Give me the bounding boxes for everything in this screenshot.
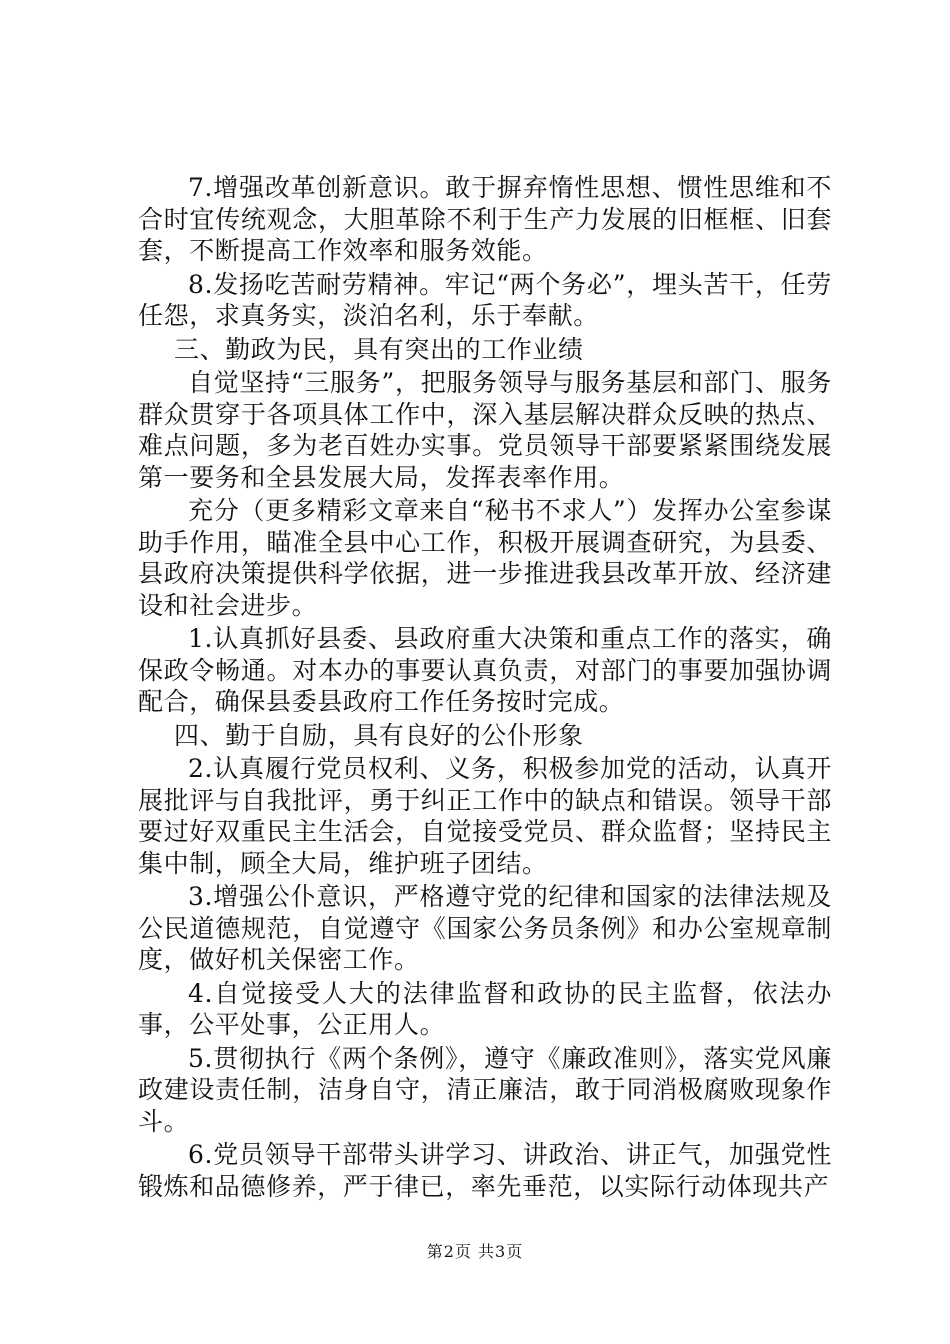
paragraph-item-1: 1.认真抓好县委、县政府重大决策和重点工作的落实，确保政令畅通。对本办的事要认真负责，对部门的事要加强协调配合，确保县委县政府工作任务按时完成。 <box>138 624 832 716</box>
paragraph-office-role: 充分（更多精彩文章来自“秘书不求人”）发挥办公室参谋助手作用，瞄准全县中心工作，积极开展调查研究，为县委、县政府决策提供科学依据，进一步推进我县改革开放、经济建设和社会进步。 <box>138 496 832 620</box>
paragraph-item-8: 8.发扬吃苦耐劳精神。牢记“两个务必”，埋头苦干，任劳任怨，求真务实，淡泊名利，乐于奉献。 <box>138 269 832 330</box>
section-heading-three: 三、勤政为民，具有突出的工作业绩 <box>174 334 584 364</box>
paragraph-item-2: 2.认真履行党员权利、义务，积极参加党的活动，认真开展批评与自我批评，勇于纠正工作中的缺点和错误。领导干部要过好双重民主生活会，自觉接受党员、群众监督；坚持民主集中制，顾全大局，维护班子团结。 <box>138 754 832 878</box>
paragraph-item-4: 4.自觉接受人大的法律监督和政协的民主监督，依法办事，公平处事，公正用人。 <box>138 978 832 1039</box>
section-heading-four: 四、勤于自励，具有良好的公仆形象 <box>174 720 584 750</box>
document-body <box>138 172 832 1204</box>
paragraph-three-services: 自觉坚持“三服务”，把服务领导与服务基层和部门、服务群众贯穿于各项具体工作中，深入基层解决群众反映的热点、难点问题，多为老百姓办实事。党员领导干部要紧紧围绕发展第一要务和全县发展大局，发挥表率作用。 <box>138 368 832 492</box>
paragraph-item-5: 5.贯彻执行《两个条例》，遵守《廉政准则》，落实党风廉政建设责任制，洁身自守，清正廉洁，敢于同消极腐败现象作斗。 <box>138 1043 832 1136</box>
paragraph-item-7: 7.增强改革创新意识。敢于摒弃惰性思想、惯性思维和不合时宜传统观念，大胆革除不利于生产力发展的旧框框、旧套套，不断提高工作效率和服务效能。 <box>138 173 832 265</box>
paragraph-item-3: 3.增强公仆意识，严格遵守党的纪律和国家的法律法规及公民道德规范，自觉遵守《国家公务员条例》和办公室规章制度，做好机关保密工作。 <box>138 882 832 974</box>
paragraph-item-6: 6.党员领导干部带头讲学习、讲政治、讲正气，加强党性锻炼和品德修养，严于律已，率先垂范，以实际行动体现共产 <box>138 1140 832 1201</box>
page-number-footer: 第2页 共3页 <box>426 1242 524 1261</box>
